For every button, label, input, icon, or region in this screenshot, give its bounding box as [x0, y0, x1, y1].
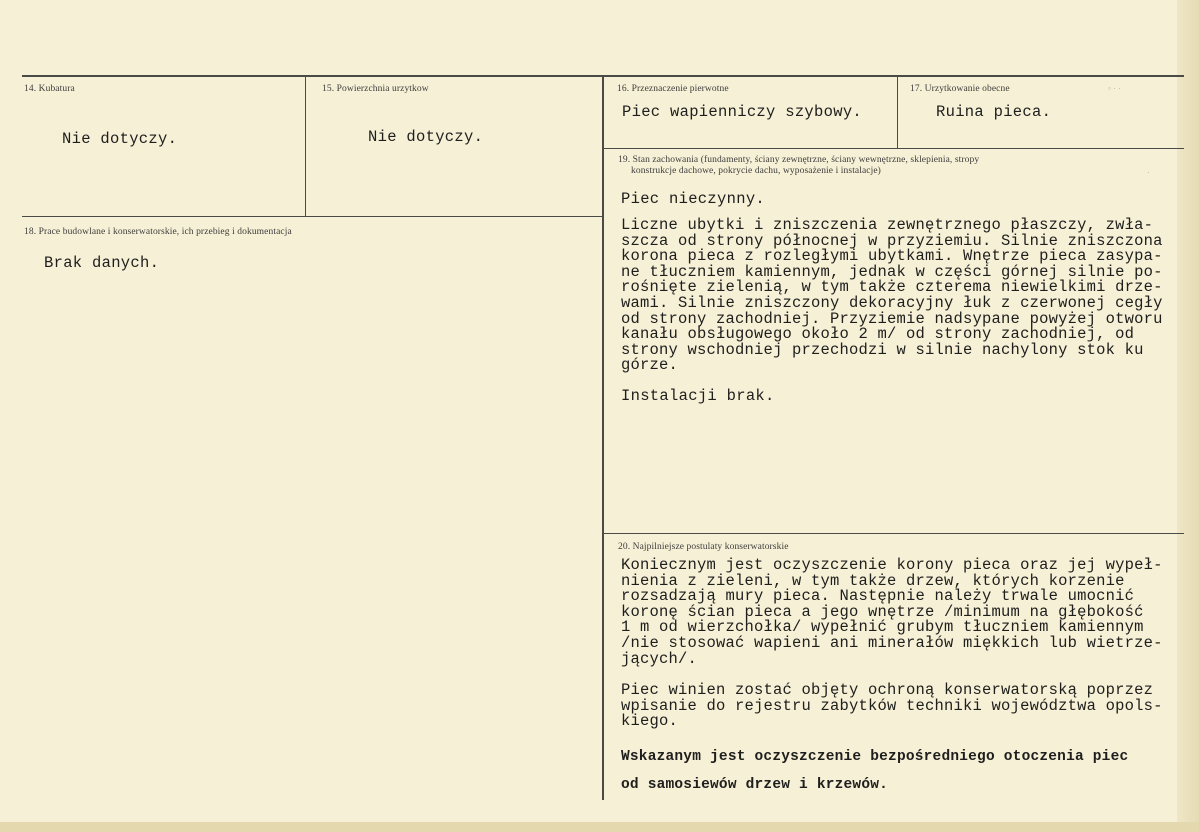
text-line: korona pieca z rozległymi ubytkami. Wnętrze pieca zasypa-: [621, 247, 1163, 266]
text-line: szcza od strony północnej w przyziemiu. Silnie zniszczona: [621, 231, 1163, 250]
text-line: kanału obsługowego około 2 m/ od strony zachodniej, od: [621, 325, 1135, 344]
text-line: od strony zachodniej. Przyziemie nadsypane powyżej otworu: [621, 309, 1163, 328]
text-line: jących/.: [621, 649, 698, 668]
center-divider: [602, 76, 604, 800]
field-16-label: 16. Przeznaczenie pierwotne: [617, 84, 729, 94]
field-16-value: Piec wapienniczy szybowy.: [622, 103, 863, 121]
faint-mark: ▫ · ·: [1108, 84, 1121, 93]
field-15-value: Nie dotyczy.: [368, 128, 484, 146]
divider-16-17: [897, 76, 898, 148]
rule-under-16-17: [603, 148, 1184, 149]
card-edge: [1177, 0, 1199, 832]
text-line: od samosiewów drzew i krzewów.: [621, 777, 889, 793]
text-line: kiego.: [621, 712, 679, 731]
rule-under-14-15: [22, 216, 603, 217]
field-20-label: 20. Najpilniejsze postulaty konserwatorskie: [618, 542, 789, 552]
field-14-label: 14. Kubatura: [24, 84, 75, 94]
field-15-label: 15. Powierzchnia urzytkow: [322, 84, 429, 94]
divider-14-15: [305, 76, 306, 216]
field-19-status: Piec nieczynny.: [621, 190, 766, 208]
field-19-installations: Instalacji brak.: [621, 387, 775, 405]
field-14-value: Nie dotyczy.: [62, 130, 178, 148]
field-20-protection: [621, 683, 1163, 730]
text-line: górze.: [621, 356, 679, 375]
text-line: wami. Silnie zniszczony dekoracyjny łuk z czerwonej cegły: [621, 293, 1163, 312]
field-19-label-line2: konstrukcje dachowe, pokrycie dachu, wyposażenie i instalacje): [631, 166, 881, 176]
field-18-value: Brak danych.: [44, 254, 160, 272]
text-line: strony wschodniej przechodzi w silnie nachylony stok ku: [621, 340, 1144, 359]
text-line: rozsadzają mury pieca. Następnie należy trwale umocnić: [621, 587, 1135, 606]
field-18-label: 18. Prace budowlane i konserwatorskie, ich przebieg i dokumentacja: [24, 227, 292, 237]
field-19-label: [618, 155, 979, 177]
text-line: Piec winien zostać objęty ochroną konserwatorską poprzez: [621, 681, 1154, 699]
field-17-value: Ruina pieca.: [936, 103, 1052, 121]
text-line: Koniecznym jest oczyszczenie korony pieca oraz jej wypeł-: [621, 556, 1163, 574]
faint-mark: ·: [1147, 168, 1150, 177]
field-17-label: 17. Urzytkowanie obecne: [910, 84, 1010, 94]
text-line: koronę ścian pieca a jego wnętrze /minimum na głębokość: [621, 602, 1144, 621]
text-line: Wskazanym jest oczyszczenie bezpośredniego otoczenia piec: [621, 749, 1129, 765]
text-line: ne tłuczniem kamiennym, jednak w części górnej silnie po-: [621, 262, 1163, 281]
text-line: wpisanie do rejestru zabytków techniki województwa opols-: [621, 696, 1163, 715]
text-line: /nie stosować wapieni ani minerałów miękkich lub wietrze-: [621, 633, 1163, 652]
field-19-label-line1: 19. Stan zachowania (fundamenty, ściany zewnętrzne, ściany wewnętrzne, sklepienia, stropy: [618, 155, 980, 165]
rule-above-20: [603, 533, 1184, 534]
text-line: Liczne ubytki i zniszczenia zewnętrznego płaszczy, zwła-: [621, 216, 1154, 234]
field-20-recommendation: [621, 558, 1163, 667]
text-line: 1 m od wierzchołka/ wypełnić grubym tłuczniem kamiennym: [621, 618, 1144, 637]
text-line: nienia z zieleni, w tym także drzew, których korzenie: [621, 571, 1125, 590]
text-line: rośnięte zielenią, w tym także czterema niewielkimi drze-: [621, 278, 1163, 297]
field-20-surroundings: [621, 741, 1128, 801]
field-19-description: [621, 218, 1163, 374]
card-bottom-edge: [0, 822, 1199, 832]
